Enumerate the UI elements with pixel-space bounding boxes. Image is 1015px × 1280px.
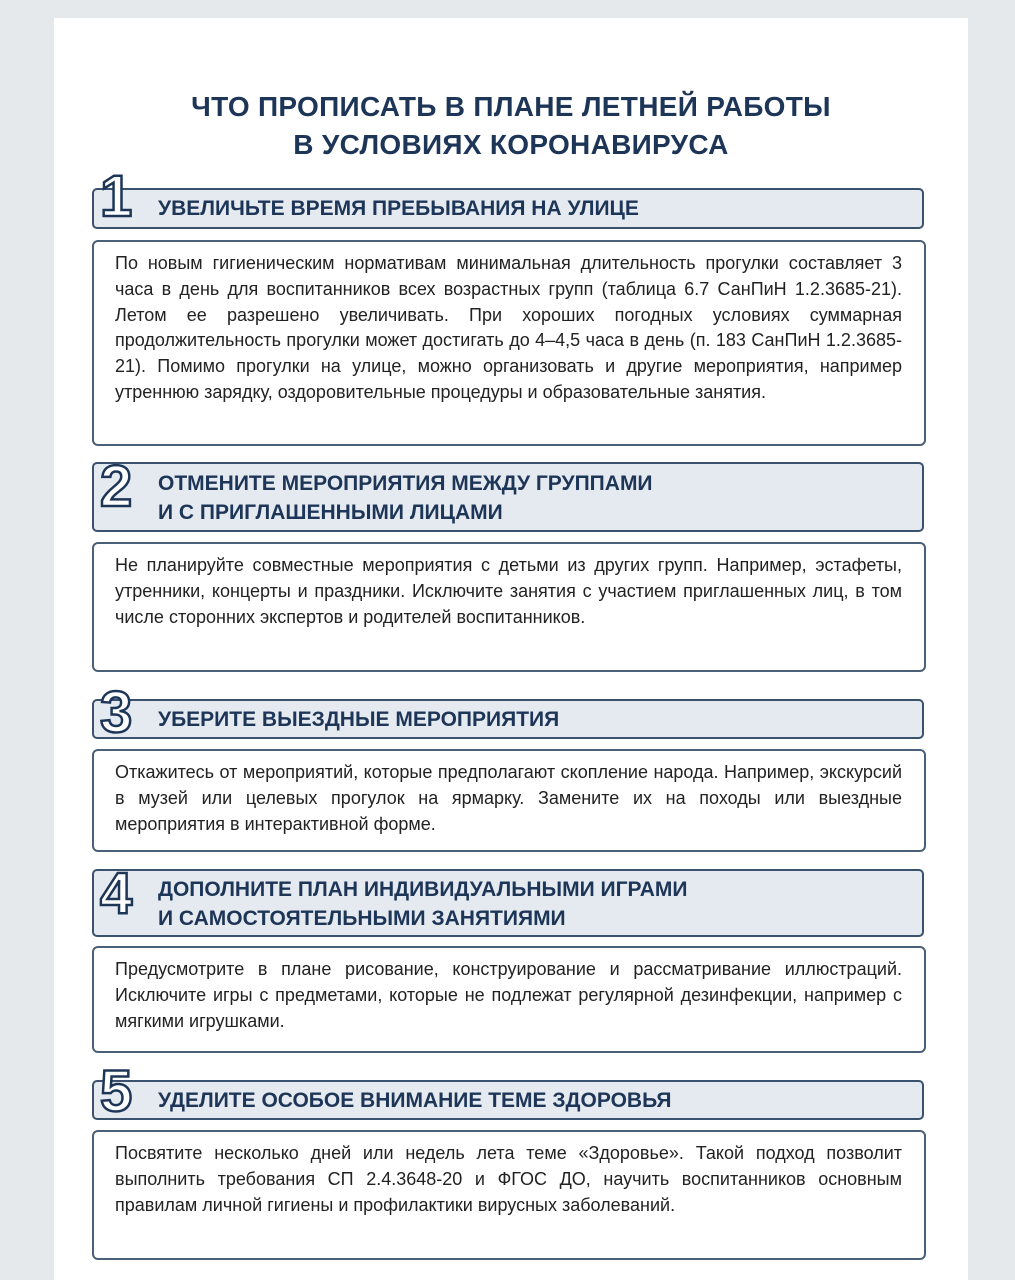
section-2-heading	[158, 469, 653, 527]
section-1-heading	[158, 194, 639, 223]
infographic-card	[54, 18, 968, 1280]
number-5-icon: 5	[100, 1059, 133, 1124]
number-3-icon: 3	[100, 680, 133, 745]
number-4-icon: 4	[100, 861, 133, 926]
section-3-header	[92, 699, 924, 739]
section-1-header	[92, 188, 924, 229]
section-2-heading-line-2: И С ПРИГЛАШЕННЫМИ ЛИЦАМИ	[158, 501, 503, 524]
section-2-header	[92, 462, 924, 532]
section-4-body: Предусмотрите в плане рисование, конструирование и рассматривание иллюстраций. Исключите игры с предметами, которые не подлежат регулярной дезинфекции, например с мягкими игрушками.	[92, 946, 926, 1053]
title-line-2: В УСЛОВИЯХ КОРОНАВИРУСА	[293, 129, 729, 160]
section-4-heading	[158, 875, 687, 933]
section-1-body: По новым гигиеническим нормативам минимальная длительность прогулки составляет 3 часа в день для воспитанников всех возрастных групп (таблица 6.7 СанПиН 1.2.3685-21). Летом ее разрешено увеличивать. При хороших погодных условиях суммарная продолжительность прогулки может достигать до 4–4,5 часа в день (п. 183 СанПиН 1.2.3685-21). Помимо прогулки на улице, можно организовать и другие мероприятия, например утреннюю зарядку, оздоровительные процедуры и образовательные занятия.	[92, 240, 926, 446]
page-title	[54, 88, 968, 164]
section-3-heading	[158, 705, 559, 734]
section-5-header	[92, 1080, 924, 1120]
section-2-heading-line-1: ОТМЕНИТЕ МЕРОПРИЯТИЯ МЕЖДУ ГРУППАМИ	[158, 472, 653, 495]
number-1-icon: 1	[100, 164, 133, 229]
title-line-1: ЧТО ПРОПИСАТЬ В ПЛАНЕ ЛЕТНЕЙ РАБОТЫ	[191, 91, 831, 122]
section-2-body: Не планируйте совместные мероприятия с детьми из других групп. Например, эстафеты, утренники, концерты и праздники. Исключите занятия с участием приглашенных лиц, в том числе сторонних экспертов и родителей воспитанников.	[92, 542, 926, 672]
section-3-body: Откажитесь от мероприятий, которые предполагают скопление народа. Например, экскурсий в музей или целевых прогулок на ярмарку. Замените их на походы или выездные мероприятия в интерактивной форме.	[92, 749, 926, 852]
section-5-heading	[158, 1086, 671, 1115]
section-3-heading-line-1: УБЕРИТЕ ВЫЕЗДНЫЕ МЕРОПРИЯТИЯ	[158, 708, 560, 731]
section-4-heading-line-2: И САМОСТОЯТЕЛЬНЫМИ ЗАНЯТИЯМИ	[158, 907, 566, 930]
section-4-header	[92, 869, 924, 937]
section-5-heading-line-1: УДЕЛИТЕ ОСОБОЕ ВНИМАНИЕ ТЕМЕ ЗДОРОВЬЯ	[158, 1089, 672, 1112]
section-5-body: Посвятите несколько дней или недель лета теме «Здоровье». Такой подход позволит выполнить требования СП 2.4.3648-20 и ФГОС ДО, научить воспитанников основным правилам личной гигиены и профилактики вирусных заболеваний.	[92, 1130, 926, 1260]
section-1-heading-line-1: УВЕЛИЧЬТЕ ВРЕМЯ ПРЕБЫВАНИЯ НА УЛИЦЕ	[158, 197, 639, 220]
number-2-icon: 2	[100, 454, 133, 519]
section-4-heading-line-1: ДОПОЛНИТЕ ПЛАН ИНДИВИДУАЛЬНЫМИ ИГРАМИ	[158, 878, 688, 901]
